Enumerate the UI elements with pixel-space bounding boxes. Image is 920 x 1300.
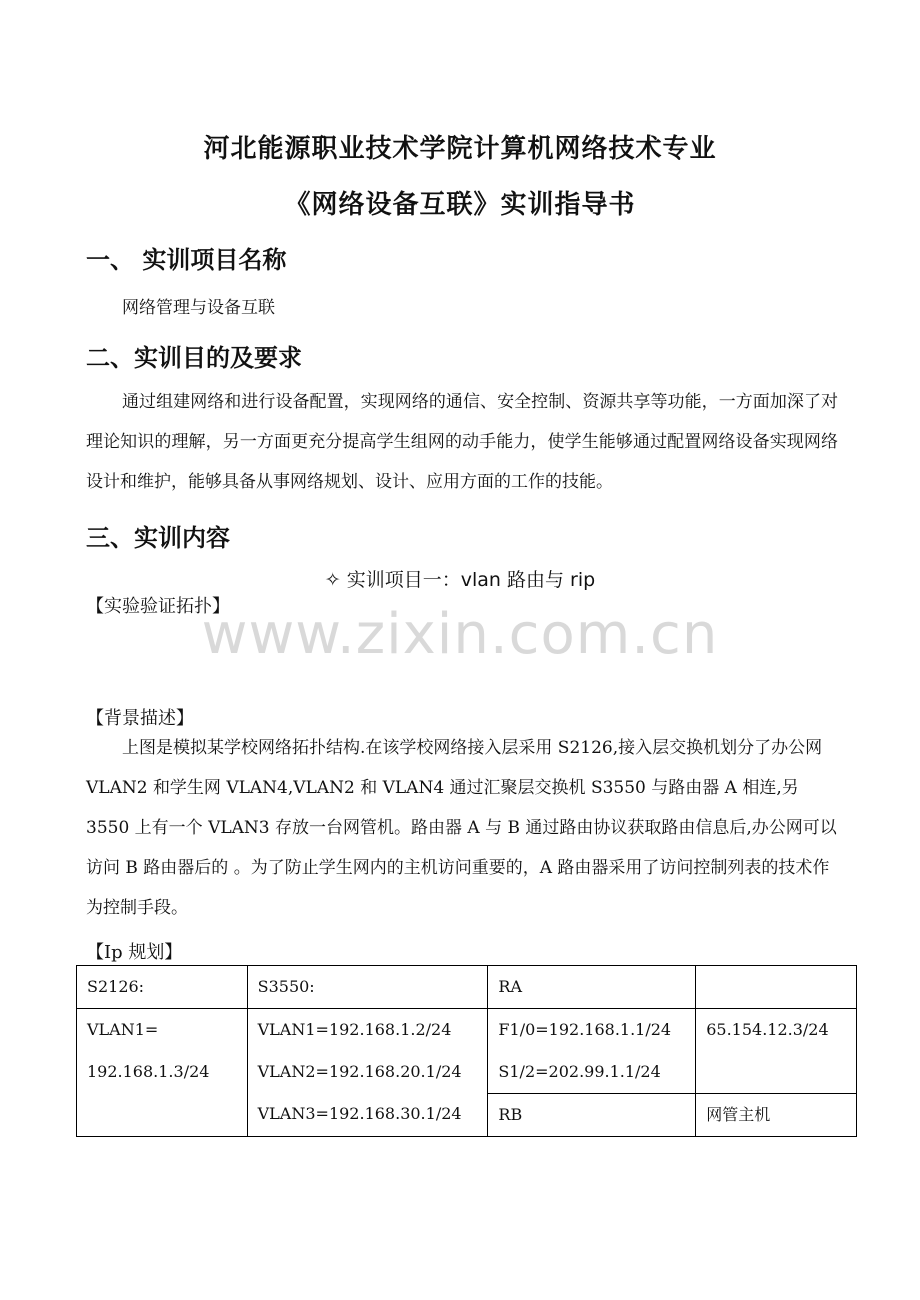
section-heading-1: 一、 实训项目名称 bbox=[86, 246, 287, 274]
ip-plan-table bbox=[76, 965, 857, 1137]
cell-line: VLAN1= bbox=[87, 1020, 159, 1039]
cell-line: VLAN2=192.168.20.1/24 bbox=[257, 1062, 462, 1081]
table-cell: 65.154.12.3/24 bbox=[696, 1009, 857, 1094]
table-cell bbox=[488, 1009, 696, 1094]
table-row bbox=[77, 966, 857, 1009]
watermark: www.zixin.com.cn bbox=[201, 602, 719, 667]
cell-line: S1/2=202.99.1.1/24 bbox=[498, 1062, 661, 1081]
table-row bbox=[77, 1009, 857, 1094]
background-label: 【背景描述】 bbox=[86, 708, 194, 729]
document-title-line2: 《网络设备互联》实训指导书 bbox=[284, 190, 636, 220]
table-cell: RB bbox=[488, 1094, 696, 1137]
table-cell: S3550: bbox=[247, 966, 488, 1009]
section-heading-3: 三、实训内容 bbox=[86, 524, 230, 552]
cell-line: F1/0=192.168.1.1/24 bbox=[498, 1020, 672, 1039]
table-cell: RA bbox=[488, 966, 696, 1009]
table-cell bbox=[696, 966, 857, 1009]
section-heading-2: 二、实训目的及要求 bbox=[86, 344, 302, 372]
cell-line: VLAN3=192.168.30.1/24 bbox=[257, 1104, 462, 1123]
table-cell: 网管主机 bbox=[696, 1094, 857, 1137]
ip-plan-label: 【Ip 规划】 bbox=[86, 942, 183, 963]
table-cell bbox=[77, 1009, 248, 1137]
topology-label: 【实验验证拓扑】 bbox=[86, 596, 230, 617]
section-1-body: 网络管理与设备互联 bbox=[122, 298, 275, 318]
section-2-body: 通过组建网络和进行设备配置，实现网络的通信、安全控制、资源共享等功能，一方面加深了对理论知识的理解，另一方面更充分提高学生组网的动手能力，使学生能够通过配置网络设备实现网络设计和维护，能够具备从事网络规划、设计、应用方面的工作的技能。 bbox=[86, 392, 838, 492]
project-title: ✧ 实训项目一：vlan 路由与 rip bbox=[324, 569, 596, 591]
document-title-line1: 河北能源职业技术学院计算机网络技术专业 bbox=[203, 134, 717, 164]
cell-line: 192.168.1.3/24 bbox=[87, 1062, 210, 1081]
table-cell bbox=[247, 1009, 488, 1137]
background-body: 上图是模拟某学校网络拓扑结构.在该学校网络接入层采用 S2126,接入层交换机划分了办公网 VLAN2 和学生网 VLAN4,VLAN2 和 VLAN4 通过汇聚层交换机 S3550 与路由器 A 相连,另 3550 上有一个 VLAN3 存放一台网管机。路由器 A 与 B 通过路由协议获取路由信息后,办公网可以访问 B 路由器后的 。为了防止学生网内的主机访问重要的，A 路由器采用了访问控制列表的技术作为控制手段。 bbox=[86, 738, 837, 918]
cell-line: VLAN1=192.168.1.2/24 bbox=[257, 1020, 452, 1039]
table-cell: S2126: bbox=[77, 966, 248, 1009]
